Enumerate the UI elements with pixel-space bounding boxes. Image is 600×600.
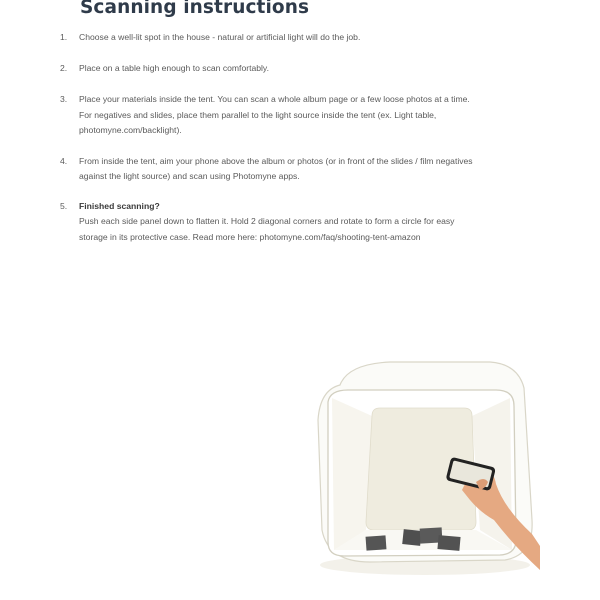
photo-icon <box>402 529 421 546</box>
instruction-list <box>60 30 480 245</box>
step-number: 5. <box>60 200 68 211</box>
step-heading: Finished scanning? <box>79 200 160 211</box>
list-item <box>60 199 480 246</box>
list-item <box>60 61 480 77</box>
page-title: Scanning instructions <box>80 0 310 18</box>
step-text <box>79 199 480 246</box>
list-item <box>60 92 480 139</box>
list-item <box>60 154 480 185</box>
step-text: Choose a well-lit spot in the house - natural or artificial light will do the job. <box>79 32 361 42</box>
tent-left-wall <box>332 398 372 550</box>
shooting-tent-illustration <box>300 350 540 585</box>
step-number: 3. <box>60 94 68 104</box>
step-text: Place on a table high enough to scan comfortably. <box>79 62 269 73</box>
step-number: 4. <box>60 155 68 166</box>
step-body: Push each side panel down to flatten it. Hold 2 diagonal corners and rotate to form a circle for easy storage in its protective case. Read more here: photomyne.com/faq/shooting-tent-amazon <box>79 216 455 242</box>
step-text: Place your materials inside the tent. You can scan a whole album page or a few loose photos at a time. For negatives and slides, place them parallel to the light source inside the tent (ex. Light table, photomyne.com/backlight). <box>79 94 470 135</box>
list-item <box>60 30 480 46</box>
step-text: From inside the tent, aim your phone above the album or photos (or in front of the slides / film negatives against the light source) and scan using Photomyne apps. <box>79 155 473 181</box>
step-number: 2. <box>60 62 68 73</box>
photo-icon <box>437 535 460 551</box>
photo-icon <box>366 535 387 550</box>
step-number: 1. <box>60 32 68 42</box>
